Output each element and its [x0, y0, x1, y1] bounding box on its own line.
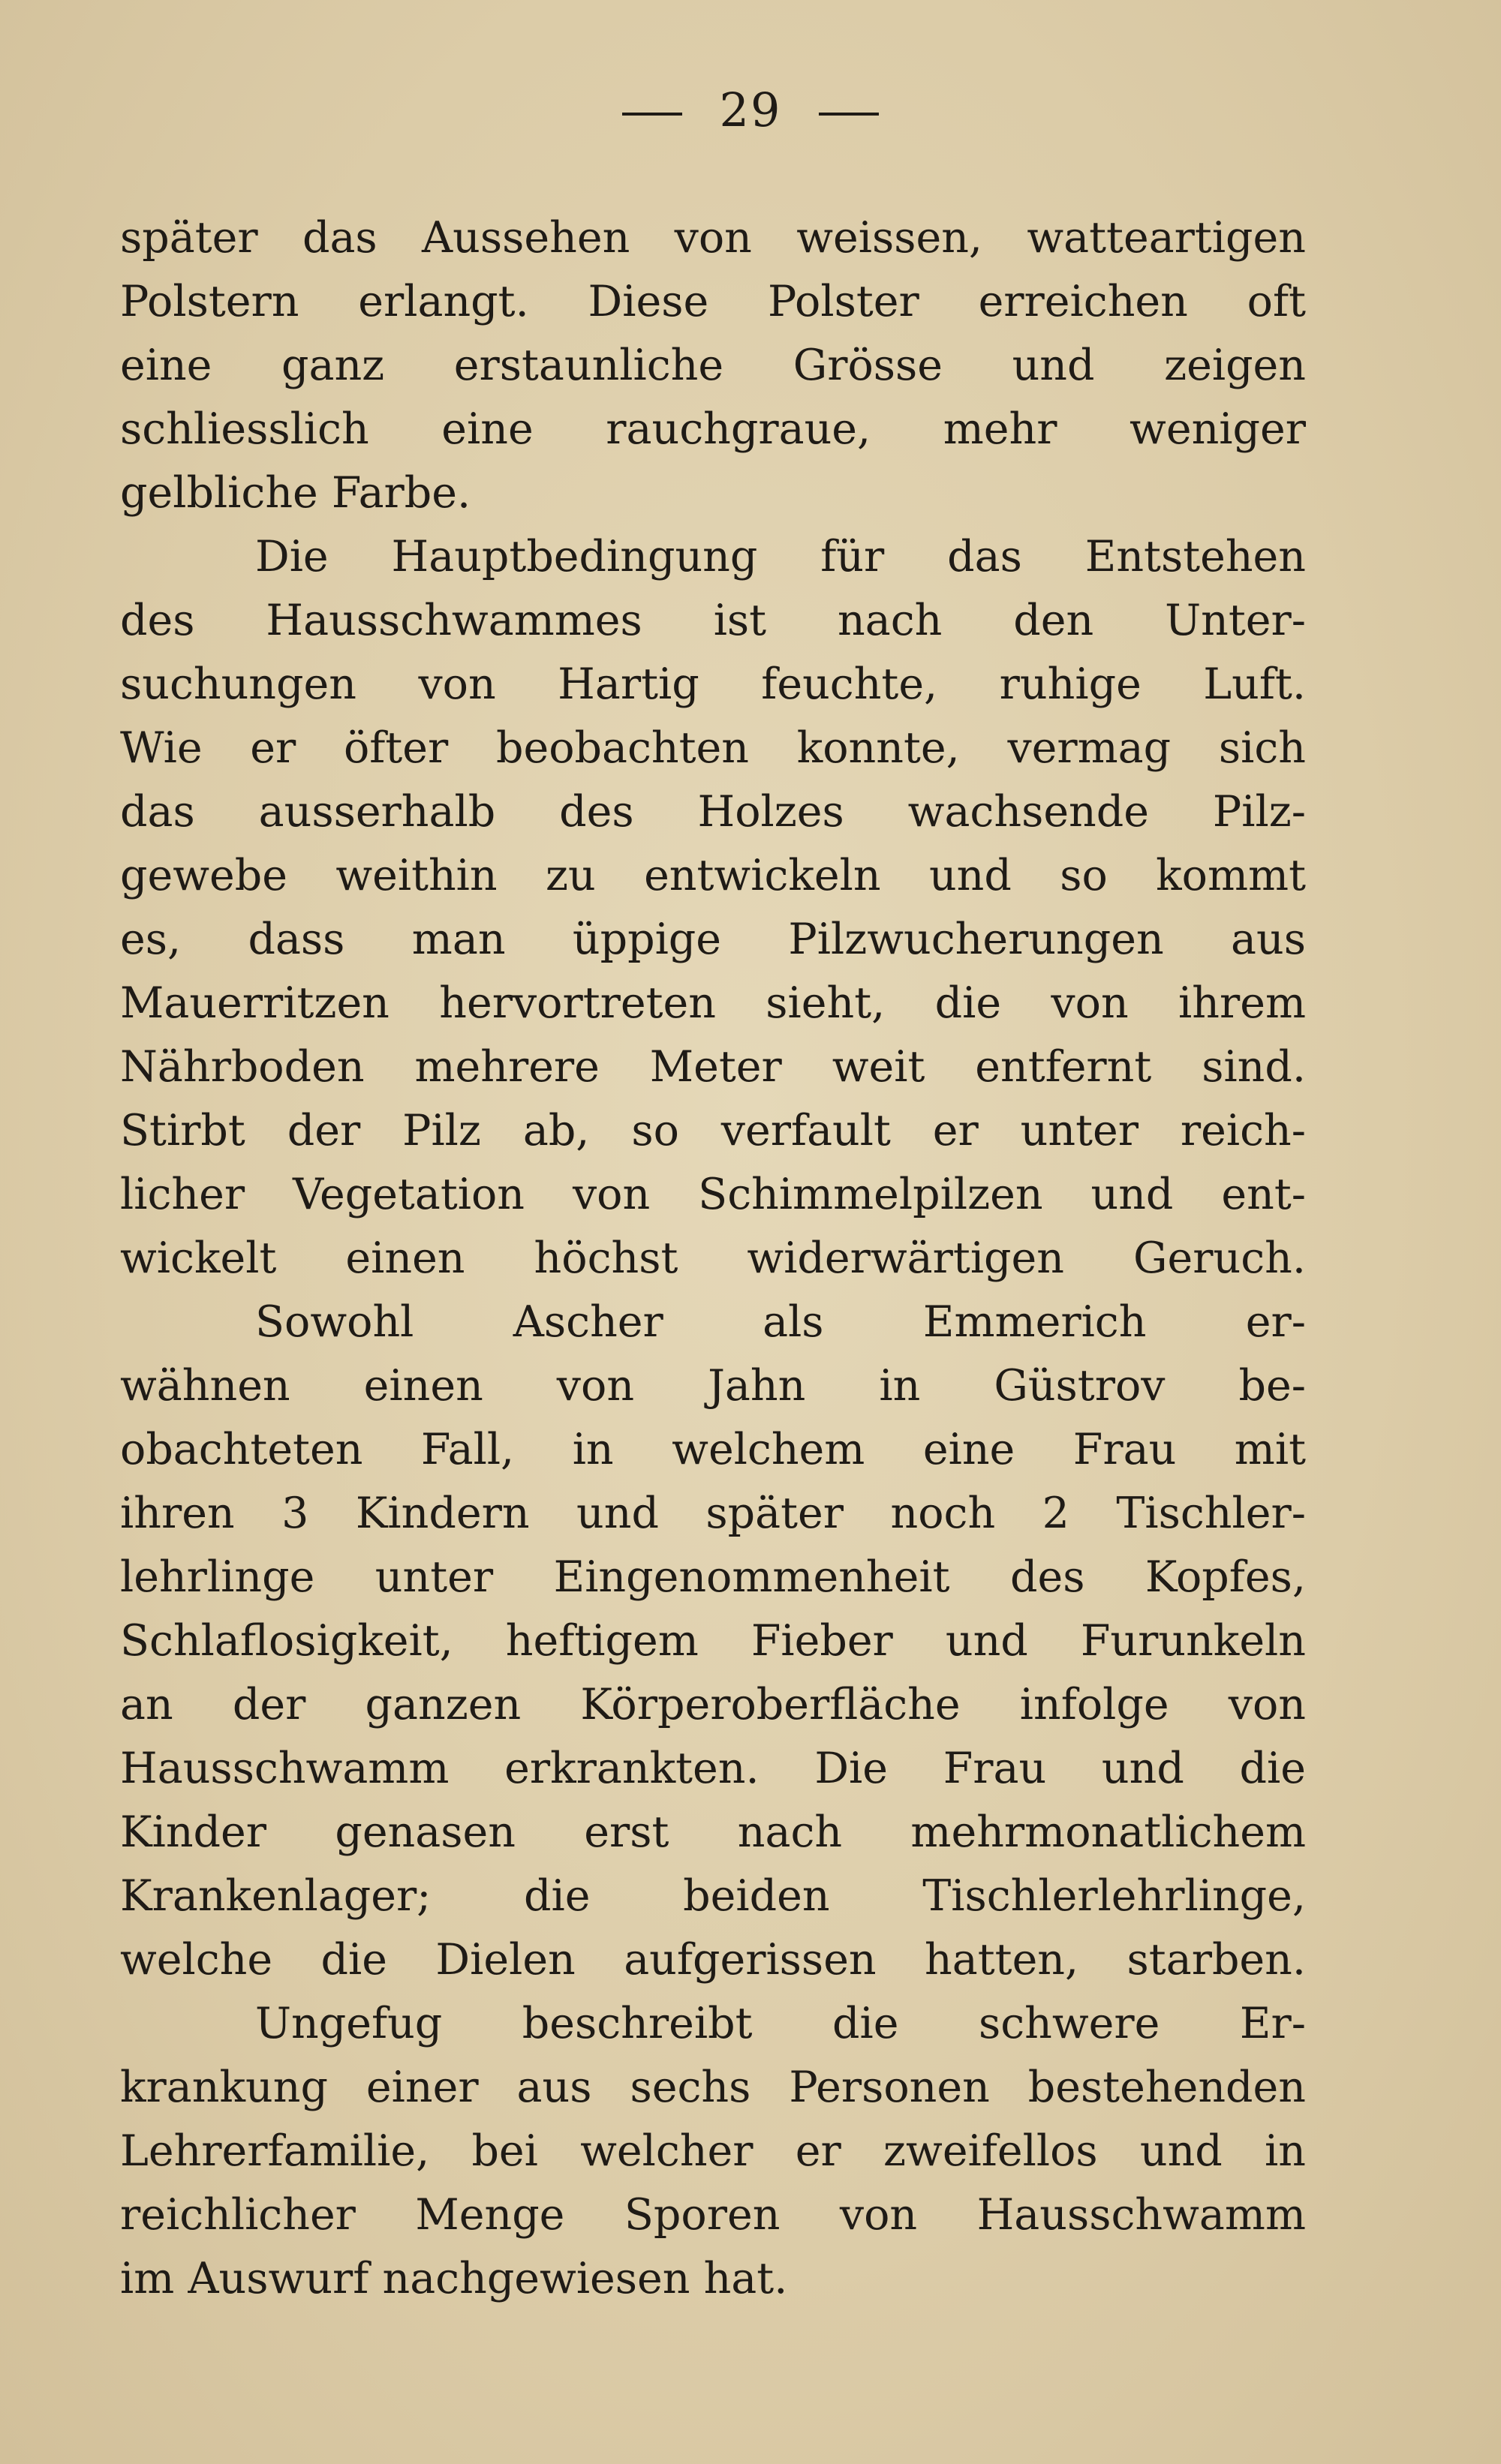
text-line: wähnen einen von Jahn in Güstrov be-	[120, 1361, 1306, 1411]
text-line: ihren 3 Kindern und später noch 2 Tischler-	[120, 1489, 1306, 1538]
text-line: Hausschwamm erkrankten. Die Frau und die	[120, 1744, 1306, 1793]
text-line: gewebe weithin zu entwickeln und so kommt	[120, 851, 1306, 900]
text-line: Kinder genasen erst nach mehrmonatlichem	[120, 1807, 1306, 1857]
text-line: Ungefug beschreibt die schwere Er-	[255, 1999, 1306, 2048]
text-line: an der ganzen Körperoberfläche infolge von	[120, 1680, 1306, 1729]
text-line: suchungen von Hartig feuchte, ruhige Luft.	[120, 660, 1306, 709]
text-line: eine ganz erstaunliche Grösse und zeigen	[120, 341, 1306, 390]
text-line: welche die Dielen aufgerissen hatten, starben.	[120, 1935, 1306, 1985]
text-line: Stirbt der Pilz ab, so verfault er unter reich-	[120, 1106, 1306, 1155]
text-line: schliesslich eine rauchgraue, mehr weniger	[120, 404, 1306, 454]
text-line: Schlaflosigkeit, heftigem Fieber und Furunkeln	[120, 1616, 1306, 1666]
text-line: Nährboden mehrere Meter weit entfernt sind.	[120, 1042, 1306, 1092]
text-line: Sowohl Ascher als Emmerich er-	[255, 1297, 1306, 1347]
text-line: wickelt einen höchst widerwärtigen Geruch.	[120, 1234, 1306, 1283]
text-line: Wie er öfter beobachten konnte, vermag sich	[120, 723, 1306, 773]
text-line: im Auswurf nachgewiesen hat.	[120, 2254, 788, 2303]
text-line: obachteten Fall, in welchem eine Frau mit	[120, 1425, 1306, 1474]
body-text	[120, 206, 1306, 2311]
text-line: krankung einer aus sechs Personen bestehenden	[120, 2063, 1306, 2112]
right-dash	[819, 113, 879, 116]
text-line: Mauerritzen hervortreten sieht, die von ihrem	[120, 978, 1306, 1028]
page-number-text: 29	[719, 83, 782, 137]
text-line: Krankenlager; die beiden Tischlerlehrlinge,	[120, 1871, 1306, 1921]
text-line: gelbliche Farbe.	[120, 468, 471, 518]
left-dash	[622, 113, 682, 116]
text-line: reichlicher Menge Sporen von Hausschwamm	[120, 2190, 1306, 2240]
text-line: licher Vegetation von Schimmelpilzen und ent-	[120, 1170, 1306, 1219]
text-line: das ausserhalb des Holzes wachsende Pilz-	[120, 787, 1306, 837]
page-number	[0, 83, 1501, 137]
text-line: es, dass man üppige Pilzwucherungen aus	[120, 915, 1306, 964]
text-line: lehrlinge unter Eingenommenheit des Kopfes,	[120, 1552, 1306, 1602]
text-line: später das Aussehen von weissen, watteartigen	[120, 213, 1306, 263]
text-line: Polstern erlangt. Diese Polster erreichen oft	[120, 277, 1306, 326]
text-line: des Hausschwammes ist nach den Unter-	[120, 596, 1306, 645]
text-line: Die Hauptbedingung für das Entstehen	[255, 532, 1306, 581]
text-line: Lehrerfamilie, bei welcher er zweifellos und in	[120, 2126, 1306, 2176]
